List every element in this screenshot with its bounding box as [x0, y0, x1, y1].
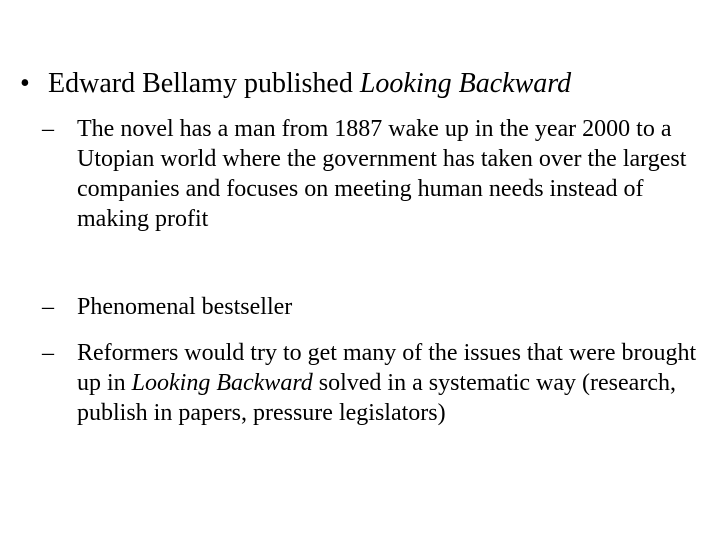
sub-bullet-text	[77, 338, 712, 428]
main-bullet	[20, 66, 710, 102]
sub-bullet-marker: –	[42, 116, 54, 142]
sub-bullet-text-before: Reformers would try to get many of the issues that were brought up in	[77, 340, 697, 396]
sub-bullet-text-after: solved in a systematic way (research, publish in papers, pressure legislators)	[77, 370, 676, 426]
sub-bullet-reformers	[42, 338, 712, 428]
sub-bullet-text: The novel has a man from 1887 wake up in the year 2000 to a Utopian world where the government has taken over the largest companies and focuses on meeting human needs instead of making profit	[77, 116, 687, 232]
sub-bullet-bestseller	[42, 292, 712, 322]
sub-bullet-marker: –	[42, 340, 54, 366]
sub-bullet-marker: –	[42, 294, 54, 320]
sub-bullet-novel-plot	[42, 114, 712, 234]
book-title: Looking Backward	[131, 370, 313, 396]
bullet-marker: •	[20, 68, 30, 99]
book-title: Looking Backward	[359, 68, 572, 99]
sub-bullet-text: Phenomenal bestseller	[77, 294, 293, 320]
main-bullet-text: Edward Bellamy published	[48, 68, 360, 99]
